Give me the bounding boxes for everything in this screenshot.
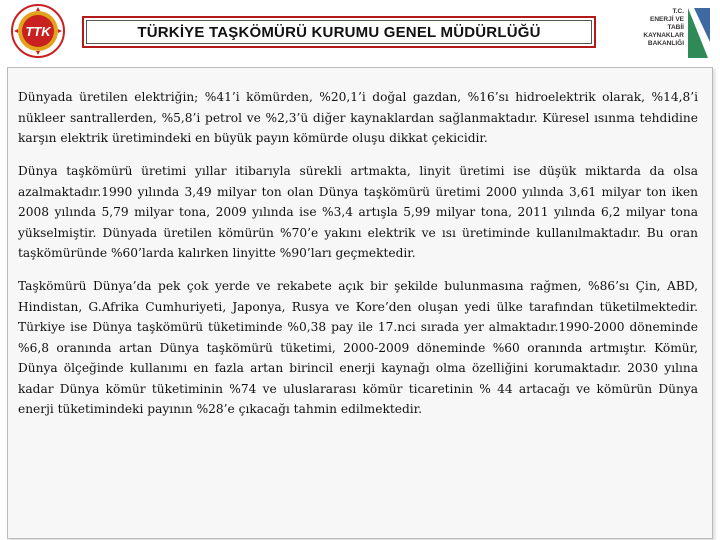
body-text [18,87,698,432]
page-title: TÜRKİYE TAŞKÖMÜRÜ KURUMU GENEL MÜDÜRLÜĞÜ [86,20,592,44]
ministry-logo-text: T.C. ENERJİ VE TABİİ KAYNAKLAR BAKANLIĞI [643,8,684,47]
svg-text:TTK: TTK [25,24,51,39]
paragraph: Dünyada üretilen elektriğin; %41’i kömürden, %20,1’i doğal gazdan, %16’sı hidroelektrik olarak, %14,8’i nükleer santrallerden, %5,8’i petrol ve %2,3’ü diğer kaynaklardan sağlanmaktadır. Küresel ısınma tehdidine karşın elektrik üretimindeki en büyük payın kömürde oluşu dikkat çekicidir. [18,90,698,145]
header [0,0,720,64]
paragraph: Taşkömürü Dünya’da pek çok yerde ve rekabete açık bir şekilde bulunmasına rağmen, %86’sı Çin, ABD, Hindistan, G.Afrika Cumhuriyeti, Japonya, Rusya ve Kore’den oluşan yedi ülke tarafından tüketilmektedir. Türkiye ise Dünya taşkömürü tüketiminde %0,38 pay ile 17.nci sırada yer almaktadır.1990-2000 döneminde %6,8 oranında artan Dünya taşkömürü tüketimi, 2000-2009 döneminde %60 oranında artmıştır. Kömür, Dünya ölçeğinde kullanımı en fazla artan birincil enerji kaynağı olma özelliğini korumaktadır. 2030 yılına kadar Dünya kömür tüketiminin %74 ve uluslararası kömür ticaretinin % 44 artacağı ve kömürün Dünya enerji tüketimindeki payının %28’e çıkacağı tahmin edilmektedir. [18,279,698,416]
ttk-logo-icon [10,3,66,59]
paragraph: Dünya taşkömürü üretimi yıllar itibarıyla sürekli artmakta, linyit üretimi ise düşük miktarda da olsa azalmaktadır.1990 yılında 3,49 milyar ton olan Dünya taşkömürü üretimi 2000 yılında 3,61 milyar ton iken 2008 yılında 5,79 milyar tona, 2009 yılında ise %3,4 artışla 5,99 milyar tona, 2011 yılında 6,2 milyar tona yükselmiştir. Dünyada üretilen kömürün %70’e yakını elektrik ve ısı üretiminde kullanılmaktadır. Bu oran taşkömüründe %60’larda kalırken linyitte %90’ları geçmektedir. [18,164,698,260]
title-frame [82,16,596,48]
ministry-logo-icon [604,4,714,62]
